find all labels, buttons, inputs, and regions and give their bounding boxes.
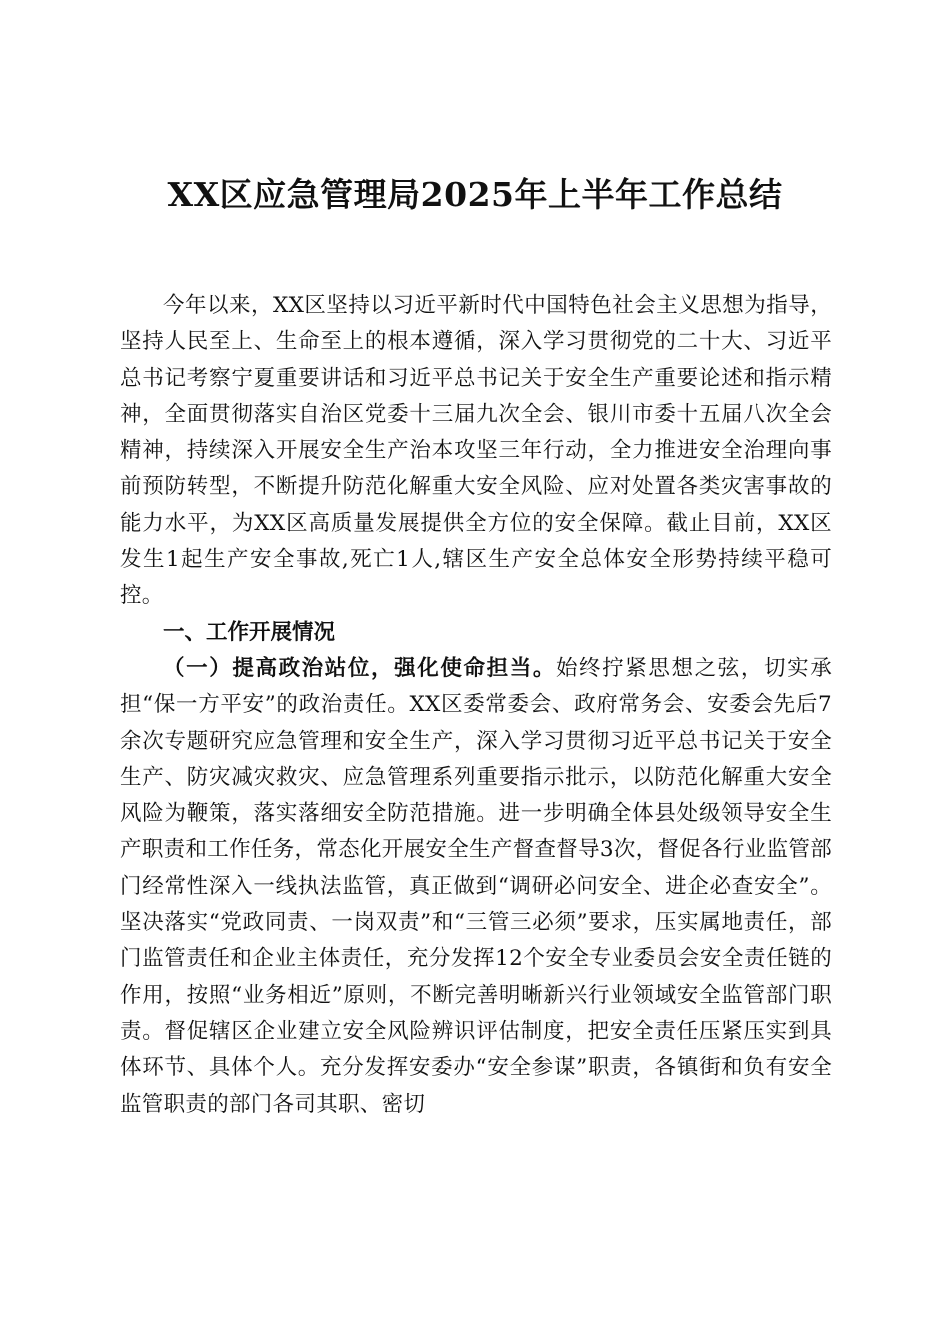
document-body: [120, 288, 832, 1123]
subsection-text-1: 始终拧紧思想之弦，切实承担“保一方平安”的政治责任。XX区委常委会、政府常务会、安委会先后7余次专题研究应急管理和安全生产，深入学习贯彻习近平总书记关于安全生产、防灾减灾救灾、应急管理系列重要指示批示，以防范化解重大安全风险为鞭策，落实落细安全防范措施。进一步明确全体县处级领导安全生产职责和工作任务，常态化开展安全生产督查督导3次，督促各行业监管部门经常性深入一线执法监管，真正做到“调研必问安全、进企必查安全”。坚决落实“党政同责、一岗双责”和“三管三必须”要求，压实属地责任，部门监管责任和企业主体责任，充分发挥12个安全专业委员会安全责任链的作用，按照“业务相近”原则，不断完善明晰新兴行业领域安全监管部门职责。督促辖区企业建立安全风险辨识评估制度，把安全责任压紧压实到具体环节、具体个人。充分发挥安委办“安全参谋”职责，各镇街和负有安全监管职责的部门各司其职、密切: [120, 655, 832, 1117]
intro-paragraph: 今年以来，XX区坚持以习近平新时代中国特色社会主义思想为指导，坚持人民至上、生命至上的根本遵循，深入学习贯彻党的二十大、习近平总书记考察宁夏重要讲话和习近平总书记关于安全生产重要论述和指示精神，全面贯彻落实自治区党委十三届九次全会、银川市委十五届八次全会精神，持续深入开展安全生产治本攻坚三年行动，全力推进安全治理向事前预防转型，不断提升防范化解重大安全风险、应对处置各类灾害事故的能力水平，为XX区高质量发展提供全方位的安全保障。截止目前，XX区发生1起生产安全事故,死亡1人,辖区生产安全总体安全形势持续平稳可控。: [120, 293, 832, 609]
subsection-heading-1: （一）提高政治站位，强化使命担当。: [163, 655, 556, 681]
document-title: XX区应急管理局2025年上半年工作总结: [167, 175, 783, 214]
subsection-paragraph-1: [120, 651, 832, 1123]
section-heading-1: 一、工作开展情况: [163, 619, 336, 645]
